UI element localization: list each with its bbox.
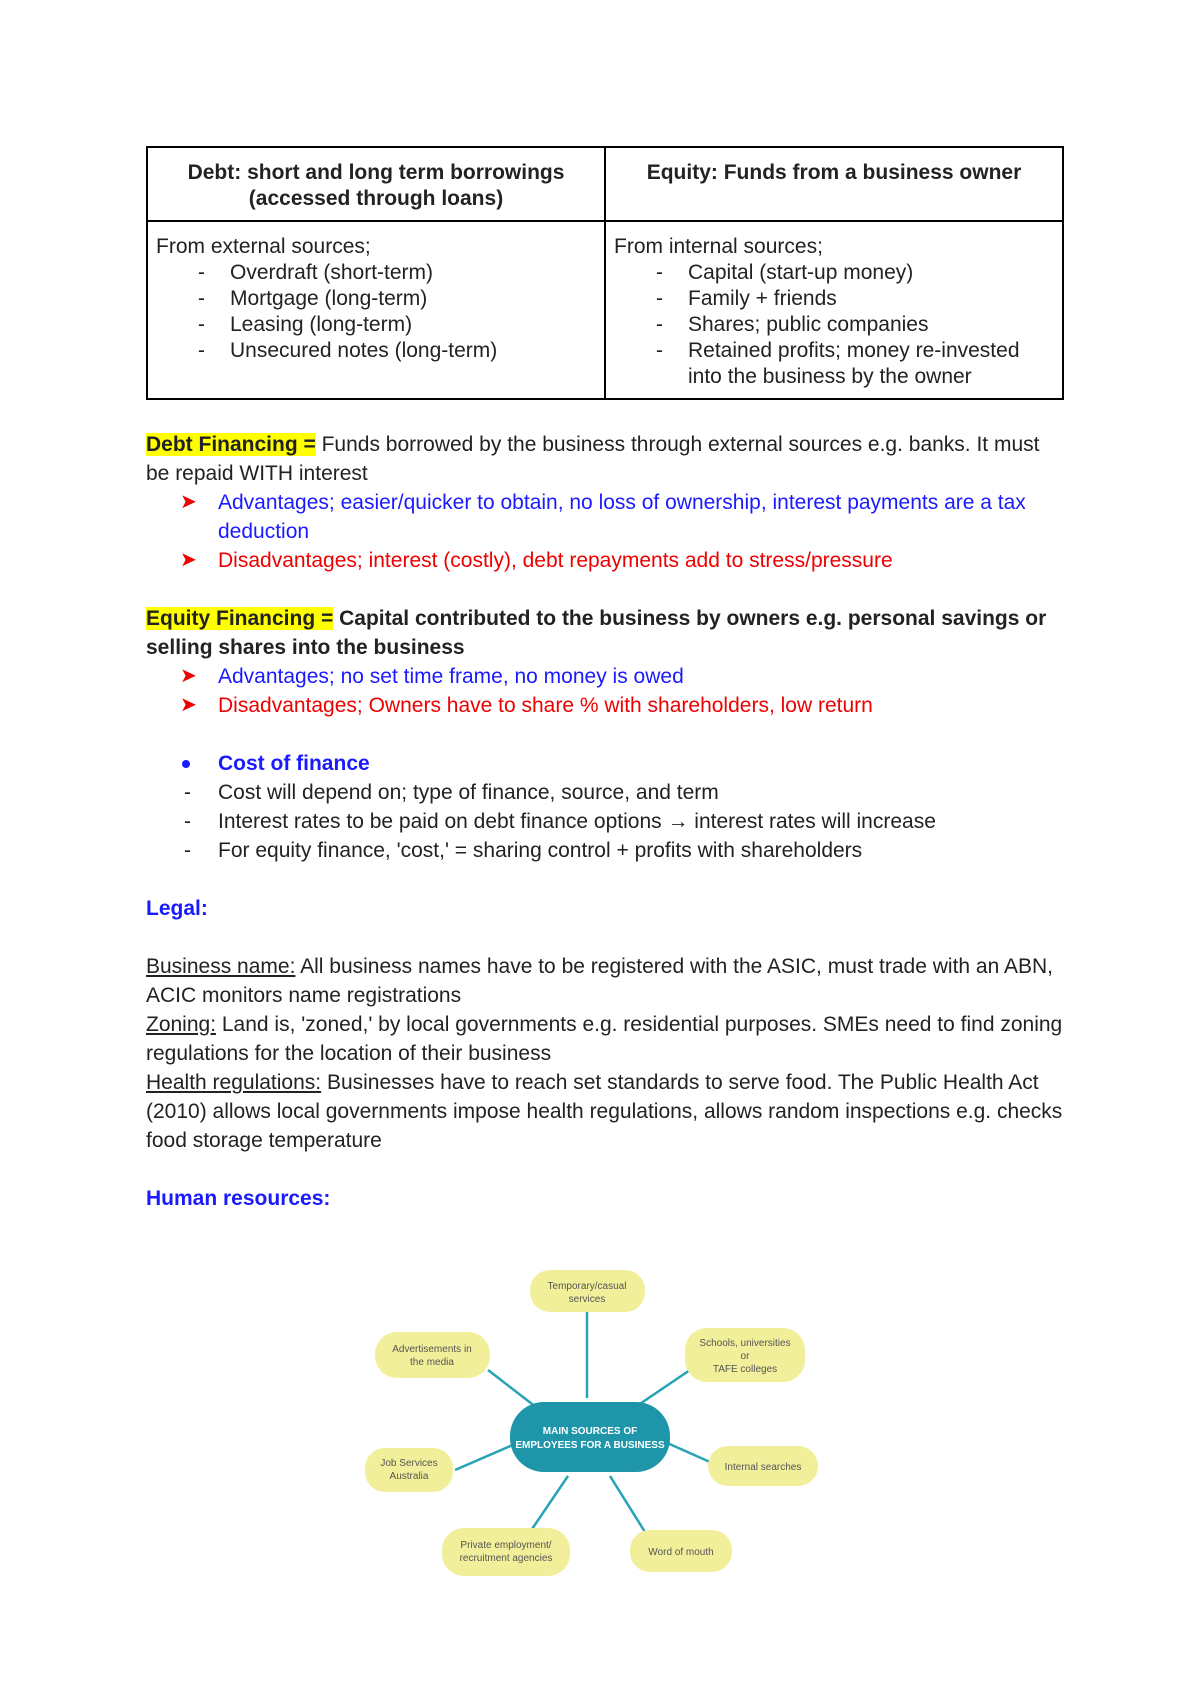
legal-section [146,894,1064,1155]
equity-advantages: Advantages; no set time frame, no money is owed [218,665,684,688]
equity-financing-section [146,604,1064,720]
zoning-paragraph [146,1010,1064,1068]
node-internal-searches [708,1446,818,1486]
list-item: - Family + friends [614,286,1054,312]
legal-heading: Legal: [146,897,208,920]
node-label-line1: Job Services [380,1458,438,1469]
list-item [146,691,1064,720]
business-name-label: Business name: [146,955,296,978]
list-item [146,662,1064,691]
equity-financing-definition [146,604,1064,662]
node-job-services [365,1448,453,1492]
business-name-text: All business names have to be registered with the ASIC, must trade with an ABN, ACIC monitors name registrations [146,955,1053,1007]
node-schools-universities [685,1328,805,1382]
center-node-line1: MAIN SOURCES OF [542,1426,638,1437]
list-item: - Retained profits; money re-invested into the business by the owner [614,338,1054,390]
node-shape [442,1528,570,1576]
node-word-of-mouth [630,1530,732,1572]
node-private-employment [442,1528,570,1576]
node-label-line1: Schools, universities [699,1338,791,1349]
debt-header-line2: (accessed through loans) [248,187,504,210]
zoning-text: Land is, 'zoned,' by local governments e.g. residential purposes. SMEs need to find zoning regulations for the location of their business [146,1013,1063,1065]
health-text: Businesses have to reach set standards to serve food. The Public Health Act (2010) allows local governments impose health regulations, allows random inspections e.g. checks food storage temperature [146,1071,1063,1152]
connector-line [610,1476,645,1532]
list-item: - Shares; public companies [614,312,1054,338]
list-item [146,546,1064,575]
center-node-line2: EMPLOYEES FOR A BUSINESS [515,1440,665,1451]
node-label-line3: TAFE colleges [712,1364,778,1375]
node-label-line1: Word of mouth [648,1547,714,1558]
equity-disadvantages: Disadvantages; Owners have to share % with shareholders, low return [218,694,873,717]
node-label-line2: the media [410,1357,454,1368]
bullet-dot-icon [182,760,190,768]
node-temporary-casual [530,1270,645,1312]
health-paragraph [146,1068,1064,1155]
node-label-line1: Advertisements in [392,1344,472,1355]
health-label: Health regulations: [146,1071,322,1094]
node-label-line1: Internal searches [724,1462,802,1473]
debt-sources-cell [147,221,605,399]
financing-comparison-table [146,146,1064,400]
list-item: - Mortgage (long-term) [156,286,596,312]
business-name-paragraph [146,952,1064,1010]
node-shape [365,1448,453,1492]
debt-header-line1: Debt: short and long term borrowings [187,161,565,184]
debt-financing-points [146,488,1064,575]
equity-financing-term: Equity Financing = [146,607,334,630]
debt-intro: From external sources; [156,235,371,258]
cost-of-finance-label: Cost of finance [218,752,370,775]
arrow-bullet-icon: ➤ [180,491,197,513]
debt-financing-text: Funds borrowed by the business through external sources e.g. banks. It must be repaid WITH interest [146,433,1040,485]
equity-financing-points [146,662,1064,720]
human-resources-section [146,1184,1064,1213]
equity-source-list [614,260,1054,390]
equity-header: Equity: Funds from a business owner [646,161,1022,184]
zoning-label: Zoning: [146,1013,217,1036]
list-item: - Leasing (long-term) [156,312,596,338]
connector-line [455,1444,515,1470]
connector-line [530,1476,568,1532]
debt-header-cell [147,147,605,221]
document-page [146,146,1064,1213]
arrow-bullet-icon: ➤ [180,694,197,716]
debt-source-list [156,260,596,364]
equity-sources-cell [605,221,1063,399]
node-label-line2: or [740,1351,750,1362]
employee-sources-diagram [360,1262,830,1582]
equity-intro: From internal sources; [614,235,823,258]
debt-financing-section [146,430,1064,575]
node-shape [375,1332,490,1378]
arrow-bullet-icon: ➤ [180,665,197,687]
node-label-line2: recruitment agencies [459,1553,553,1564]
list-item: - Overdraft (short-term) [156,260,596,286]
node-label-line1: Private employment/ [460,1540,552,1551]
debt-advantages: Advantages; easier/quicker to obtain, no loss of ownership, interest payments are a tax deduction [218,491,1026,543]
human-resources-heading: Human resources: [146,1187,331,1210]
list-item [146,488,1064,546]
equity-financing-text: Capital contributed to the business by owners e.g. personal savings or selling shares into the business [146,607,1047,659]
list-item: - Cost will depend on; type of finance, source, and term [146,778,1064,807]
node-label-line2: services [568,1294,606,1305]
center-node-shape [510,1402,670,1472]
list-item: - Unsecured notes (long-term) [156,338,596,364]
connector-line [665,1442,710,1462]
equity-header-cell [605,147,1063,221]
node-label-line1: Temporary/casual [547,1281,627,1292]
node-label-line2: Australia [389,1471,429,1482]
arrow-bullet-icon: ➤ [180,549,197,571]
cost-of-finance-list [146,778,1064,865]
list-item: - Capital (start-up money) [614,260,1054,286]
node-advertisements [375,1332,490,1378]
debt-financing-term: Debt Financing = [146,433,316,456]
list-item: - Interest rates to be paid on debt finance options → interest rates will increase [146,807,1064,836]
debt-financing-definition [146,430,1064,488]
debt-disadvantages: Disadvantages; interest (costly), debt repayments add to stress/pressure [218,549,893,572]
cost-of-finance-heading [146,749,1064,778]
list-item: - For equity finance, 'cost,' = sharing control + profits with shareholders [146,836,1064,865]
cost-of-finance-section [146,749,1064,865]
